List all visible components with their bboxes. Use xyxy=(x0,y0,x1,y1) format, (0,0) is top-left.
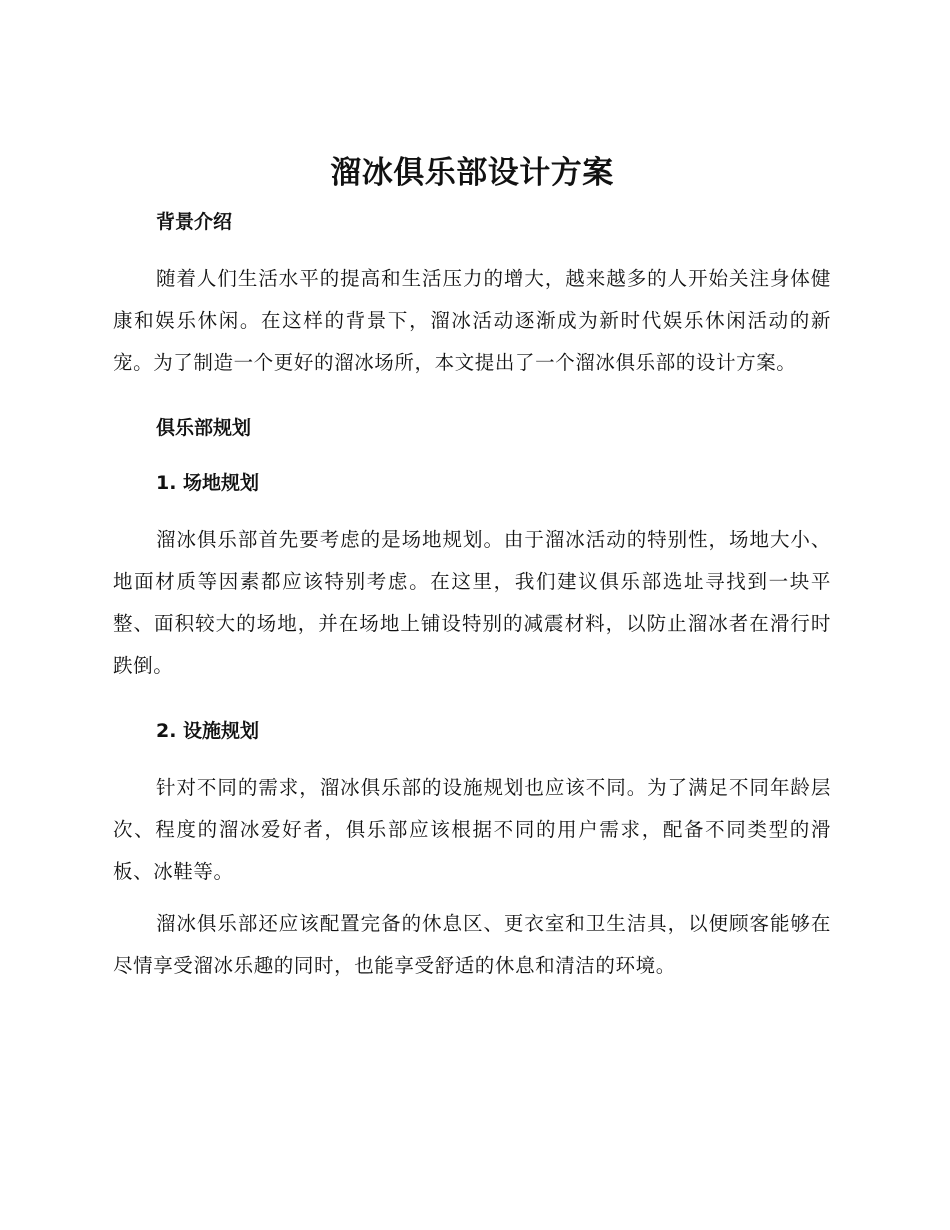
heading-facility-planning: 2. 设施规划 xyxy=(156,720,260,742)
heading-club-planning: 俱乐部规划 xyxy=(156,417,252,439)
document-body xyxy=(113,150,831,987)
heading-background: 背景介绍 xyxy=(156,211,233,233)
paragraph-facility-planning-1: 针对不同的需求，溜冰俱乐部的设施规划也应该不同。为了满足不同年龄层次、程度的溜冰爱好者，俱乐部应该根据不同的用户需求，配备不同类型的滑板、冰鞋等。 xyxy=(113,776,831,883)
paragraph-background: 随着人们生活水平的提高和生活压力的增大，越来越多的人开始关注身体健康和娱乐休闲。在这样的背景下，溜冰活动逐渐成为新时代娱乐休闲活动的新宠。为了制造一个更好的溜冰场所，本文提出了一个溜冰俱乐部的设计方案。 xyxy=(113,267,831,374)
document-title: 溜冰俱乐部设计方案 xyxy=(330,155,614,191)
paragraph-site-planning: 溜冰俱乐部首先要考虑的是场地规划。由于溜冰活动的特别性，场地大小、地面材质等因素都应该特别考虑。在这里，我们建议俱乐部选址寻找到一块平整、面积较大的场地，并在场地上铺设特别的减震材料，以防止溜冰者在滑行时跌倒。 xyxy=(113,528,831,677)
heading-site-planning: 1. 场地规划 xyxy=(156,472,260,494)
paragraph-facility-planning-2: 溜冰俱乐部还应该配置完备的休息区、更衣室和卫生洁具，以便顾客能够在尽情享受溜冰乐趣的同时，也能享受舒适的休息和清洁的环境。 xyxy=(113,912,831,977)
